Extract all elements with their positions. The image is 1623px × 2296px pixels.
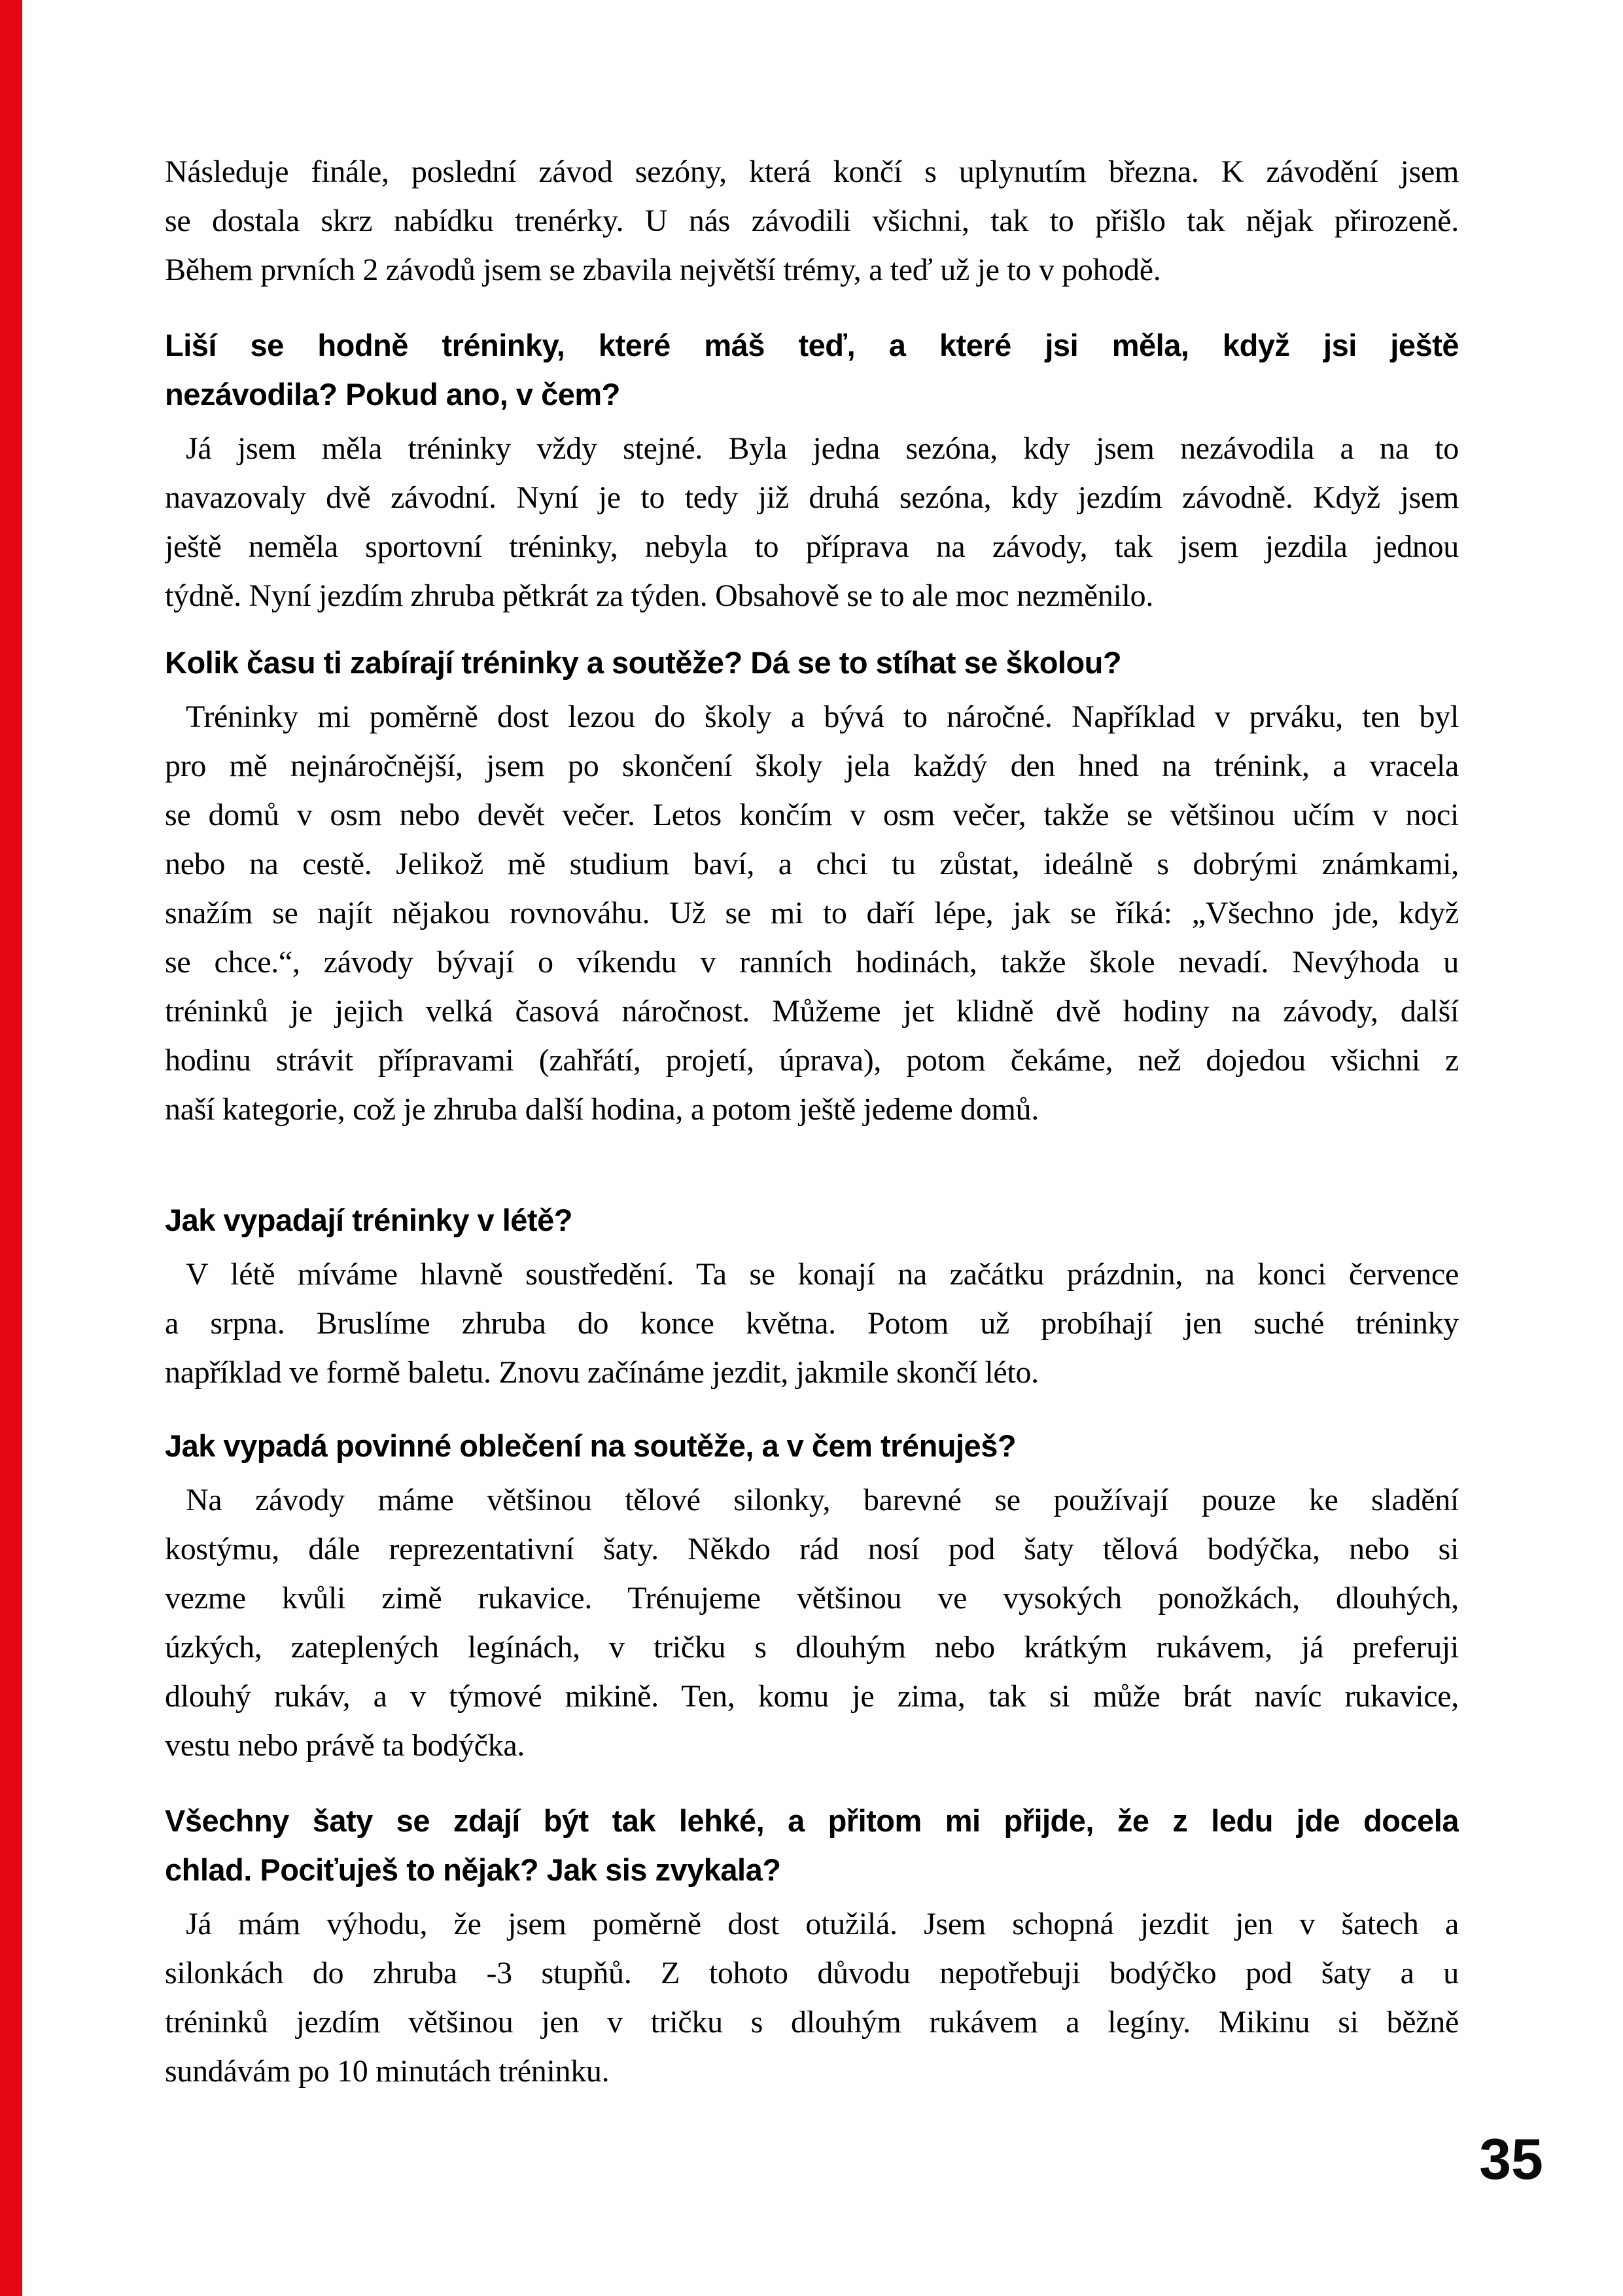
article-content (165, 0, 1459, 2096)
paragraph (165, 1250, 1459, 1397)
text-line: snažím se najít nějakou rovnováhu. Už se mi to daří lépe, jak se říká: „Všechno jde, když (165, 896, 1459, 930)
text-line: silonkách do zhruba -3 stupňů. Z tohoto důvodu nepotřebuji bodýčko pod šaty a u (165, 1956, 1459, 1990)
text-line: navazovaly dvě závodní. Nyní je to tedy již druhá sezóna, kdy jezdím závodně. Když jsem (165, 480, 1459, 515)
text-line: nebo na cestě. Jelikož mě studium baví, a chci tu zůstat, ideálně s dobrými známkami, (165, 847, 1459, 881)
text-line: úzkých, zateplených legínách, v tričku s dlouhým nebo krátkým rukávem, já preferuji (165, 1630, 1459, 1665)
text-line: dlouhý rukáv, a v týmové mikině. Ten, komu je zima, tak si může brát navíc rukavice, (165, 1679, 1459, 1714)
text-line: Já mám výhodu, že jsem poměrně dost otužilá. Jsem schopná jezdit jen v šatech a (186, 1907, 1459, 1941)
text-line: pro mě nejnáročnější, jsem po skončení školy jela každý den hned na trénink, a vracela (165, 749, 1459, 783)
text-line: Jak vypadá povinné oblečení na soutěže, a v čem trénuješ? (165, 1428, 1017, 1463)
text-line: nezávodila? Pokud ano, v čem? (165, 377, 620, 412)
paragraph (165, 147, 1459, 294)
text-line: se chce.“, závody bývají o víkendu v ranních hodinách, takže škole nevadí. Nevýhoda u (165, 945, 1459, 980)
text-line: V létě míváme hlavně soustředění. Ta se konají na začátku prázdnin, na konci července (186, 1257, 1459, 1292)
text-line: Následuje finále, poslední závod sezóny, která končí s uplynutím března. K závodění jsem (165, 154, 1459, 189)
text-line: ještě neměla sportovní tréninky, nebyla to příprava na závody, tak jsem jezdila jednou (165, 529, 1459, 564)
text-line: Všechny šaty se zdají být tak lehké, a přitom mi přijde, že z ledu jde docela (165, 1803, 1459, 1838)
question-heading (165, 638, 1459, 687)
question-heading (165, 1796, 1459, 1894)
question-heading (165, 321, 1459, 419)
text-line: Na závody máme většinou tělové silonky, barevné se používají pouze ke sladění (186, 1483, 1459, 1517)
text-line: Já jsem měla tréninky vždy stejné. Byla jedna sezóna, kdy jsem nezávodila a na to (186, 431, 1459, 466)
text-line: tréninků jezdím většinou jen v tričku s dlouhým rukávem a legíny. Mikinu si běžně (165, 2005, 1459, 2040)
question-heading (165, 1195, 1459, 1245)
text-line: kostýmu, dále reprezentativní šaty. Někdo rád nosí pod šaty tělová bodýčka, nebo si (165, 1532, 1459, 1566)
text-line: sundávám po 10 minutách tréninku. (165, 2054, 610, 2089)
paragraph (165, 1475, 1459, 1770)
text-line: Liší se hodně tréninky, které máš teď, a které jsi měla, když jsi ještě (165, 328, 1459, 362)
page-number: 35 (1479, 2127, 1543, 2191)
paragraph (165, 424, 1459, 620)
text-line: hodinu strávit přípravami (zahřátí, projetí, úprava), potom čekáme, než dojedou všichni z (165, 1043, 1459, 1078)
text-line: se dostala skrz nabídku trenérky. U nás závodili všichni, tak to přišlo tak nějak přirozeně. (165, 203, 1459, 238)
text-line: naší kategorie, což je zhruba další hodina, a potom ještě jedeme domů. (165, 1092, 1039, 1127)
text-line: týdně. Nyní jezdím zhruba pětkrát za týden. Obsahově se to ale moc nezměnilo. (165, 578, 1154, 613)
paragraph (165, 692, 1459, 1134)
text-line: tréninků je jejich velká časová náročnost. Můžeme jet klidně dvě hodiny na závody, další (165, 994, 1459, 1029)
text-line: Jak vypadají tréninky v létě? (165, 1203, 572, 1237)
left-accent-bar (0, 0, 22, 2296)
text-line: například ve formě baletu. Znovu začínáme jezdit, jakmile skončí léto. (165, 1355, 1039, 1390)
question-heading (165, 1421, 1459, 1470)
text-line: vestu nebo právě ta bodýčka. (165, 1728, 525, 1763)
text-line: Tréninky mi poměrně dost lezou do školy a bývá to náročné. Například v prváku, ten byl (186, 699, 1459, 734)
text-line: chlad. Pociťuješ to nějak? Jak sis zvykala? (165, 1852, 781, 1887)
text-line: Kolik času ti zabírají tréninky a soutěže? Dá se to stíhat se školou? (165, 645, 1122, 680)
paragraph (165, 1899, 1459, 2096)
text-line: se domů v osm nebo devět večer. Letos končím v osm večer, takže se většinou učím v noci (165, 798, 1459, 832)
text-line: a srpna. Bruslíme zhruba do konce května. Potom už probíhají jen suché tréninky (165, 1306, 1459, 1341)
text-line: Během prvních 2 závodů jsem se zbavila největší trémy, a teď už je to v pohodě. (165, 253, 1161, 287)
text-line: vezme kvůli zimě rukavice. Trénujeme většinou ve vysokých ponožkách, dlouhých, (165, 1581, 1459, 1616)
